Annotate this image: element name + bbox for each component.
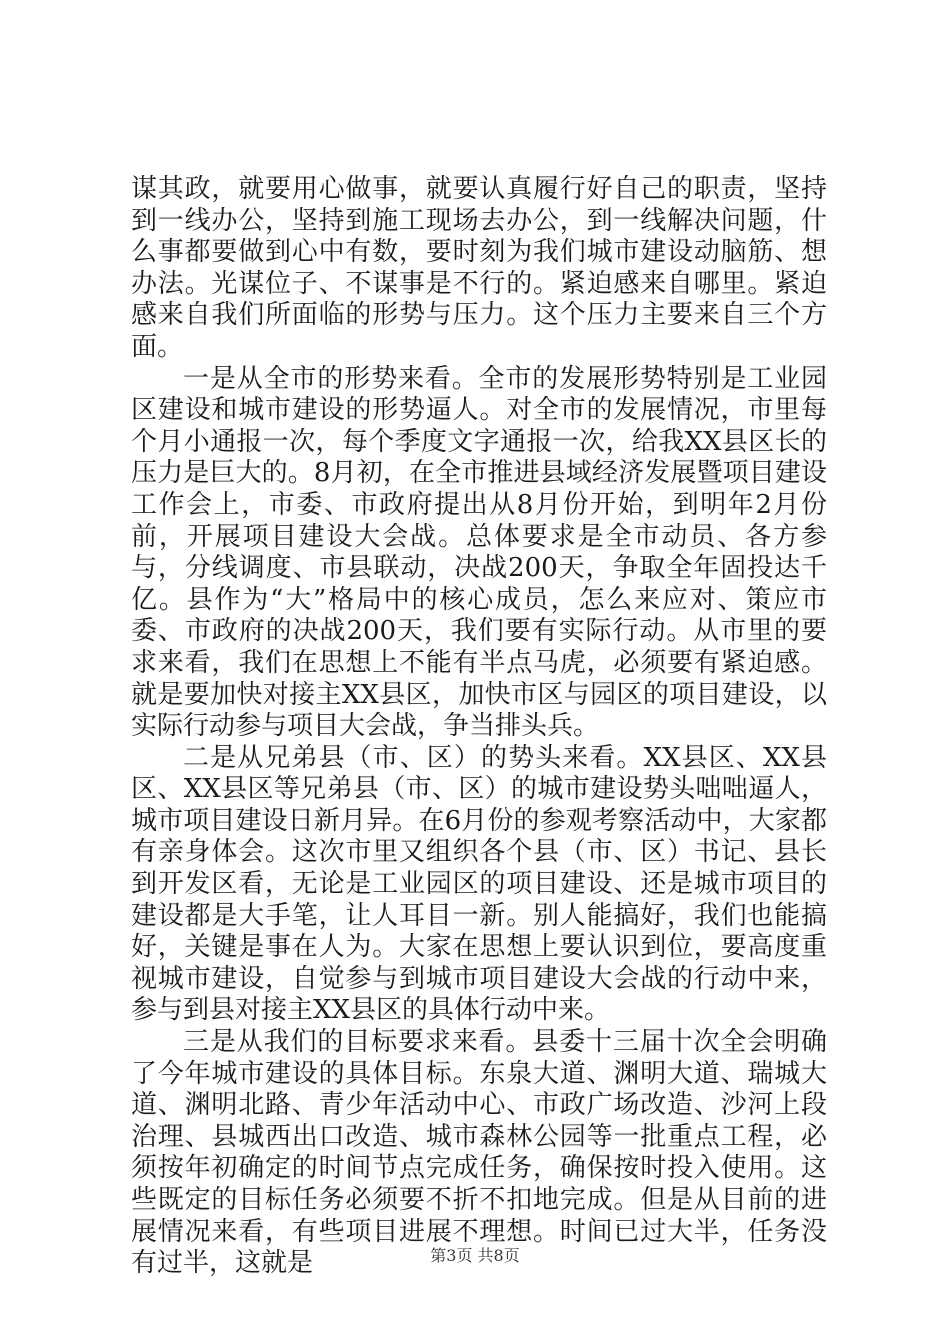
paragraph-target-requirements: 三是从我们的目标要求来看。县委十三届十次全会明确了今年城市建设的具体目标。东泉大道、渊明大道、瑞城大道、渊明北路、青少年活动中心、市政广场改造、沙河上段治理、县城西出口改造、城市森林公园等一批重点工程，必须按年初确定的时间节点完成任务，确保按时投入使用。这些既定的目标任务必须要不折不扣地完成。但是从目前的进展情况来看，有些项目进展不理想。时间已过大半，任务没有过半，这就是 — [131, 1027, 827, 1279]
paragraph-city-situation: 一是从全市的形势来看。全市的发展形势特别是工业园区建设和城市建设的形势逼人。对全市的发展情况，市里每个月小通报一次，每个季度文字通报一次，给我XX县区长的压力是巨大的。8月初，在全市推进县域经济发展暨项目建设工作会上，市委、市政府提出从8月份开始，到明年2月份前，开展项目建设大会战。总体要求是全市动员、各方参与，分线调度、市县联动，决战200天，争取全年固投达千亿。县作为“大”格局中的核心成员，怎么来应对、策应市委、市政府的决战200天，我们要有实际行动。从市里的要求来看，我们在思想上不能有半点马虎，必须要有紧迫感。就是要加快对接主XX县区，加快市区与园区的项目建设，以实际行动参与项目大会战，争当排头兵。 — [131, 363, 827, 742]
page-number-footer: 第3页 共8页 — [430, 1246, 520, 1265]
paragraph-continuation: 谋其政，就要用心做事，就要认真履行好自己的职责，坚持到一线办公，坚持到施工现场去办公，到一线解决问题，什么事都要做到心中有数，要时刻为我们城市建设动脑筋、想办法。光谋位子、不谋事是不行的。紧迫感来自哪里。紧迫感来自我们所面临的形势与压力。这个压力主要来自三个方面。 — [131, 174, 827, 362]
paragraph-neighbor-counties: 二是从兄弟县（市、区）的势头来看。XX县区、XX县区、XX县区等兄弟县（市、区）的城市建设势头咄咄逼人，城市项目建设日新月异。在6月份的参观考察活动中，大家都有亲身体会。这次市里又组织各个县（市、区）书记、县长到开发区看，无论是工业园区的项目建设、还是城市项目的建设都是大手笔，让人耳目一新。别人能搞好，我们也能搞好，关键是事在人为。大家在思想上要认识到位，要高度重视城市建设，自觉参与到城市项目建设大会战的行动中来，参与到县对接主XX县区的具体行动中来。 — [131, 742, 827, 1026]
document-body — [131, 174, 827, 1280]
